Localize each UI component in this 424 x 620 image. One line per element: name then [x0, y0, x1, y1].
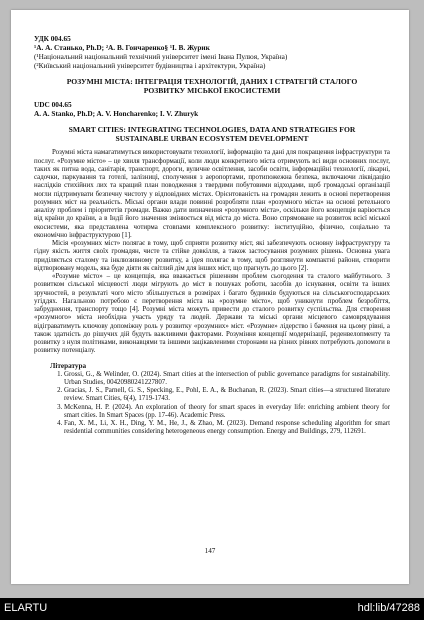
- body-paragraph-1: Розумні міста намагатимуться використовувати технології, інформацію та дані для покращення інфраструктури та послуг. «Розумне місто» – це хвиля трансформації, коли люди конкретного міста отримують всі види основних послуг, таких як питна вода, санітарія, транспорт, дороги, вуличне освітлення, засоби освіти, інформаційні технології, лікарні, садочки, паркування та готелі, залізниці, сполучення з аеропортами, протипожежна безпека, включаючи ліквідацію наслідків стихійних лих та кращий план поводження з твердими побутовими відходами, щоб громадські організації могли підтримувати безпечну чистоту у відповідних містах. Орієнтованість на громадян лежить в основі перетворення розумних міст на реальність. Міські органи влади повинні розробляти план «розумного міста» на основі ретельного аналізу проблем і пріоритетів громади. Важко дати визначення «розумного міста», оскільки його концепція варіюється від країни до країни, а в Індії його значення змінюється від міста до міста. Воно спрямоване на розвиток всієї міської екосистеми, яка представлена чотирма стовпами комплексного розвитку: інституційно, фізично, соціально та економічно інфраструктурою [1].: [34, 149, 390, 239]
- document-page: [11, 10, 409, 584]
- reference-item: 3. McKenna, H. P. (2024). An exploration of theory for smart spaces in everyday life: enriching ambient theory for smart cities. In Smart Spaces (pp. 17-46). Academic Press.: [64, 404, 390, 421]
- repository-footer-bar: [0, 598, 424, 620]
- body-paragraph-2: Місія «розумних міст» полягає в тому, щоб сприяти розвитку міст, які забезпечують основну інфраструктуру та гідну якість життя своїх громадян, чисте та стійке довкілля, а також застосування розумних рішень. Основна увага приділяється сталому та інклюзивному розвитку, а ідея полягає в тому, щоб розглянути компактні райони, створити відтворювану модель, яка буде діяти як світлий дім для інших міст, що прагнуть до цього [2].: [34, 240, 390, 272]
- page-number: 147: [204, 547, 216, 555]
- references-heading: Література: [50, 361, 87, 370]
- title-ua-line1: РОЗУМНІ МІСТА: ІНТЕГРАЦІЯ ТЕХНОЛОГІЙ, ДАНИХ І СТРАТЕГІЙ СТАЛОГО: [66, 76, 358, 86]
- title-ua-line2: РОЗВИТКУ МІСЬКОЇ ЕКОСИСТЕМИ: [143, 85, 281, 95]
- reference-item: 1. Grossi, G., & Welinder, O. (2024). Smart cities at the intersection of public governance paradigms for sustainability. Urban Studies, 00420980241227807.: [64, 371, 390, 388]
- reference-item: 2. Gracias, J. S., Parnell, G. S., Specking, E., Pohl, E. A., & Buchanan, R. (2023). Smart cities—a structured literature review. Smart Cities, 6(4), 1719-1743.: [64, 387, 390, 404]
- handle-id: hdl:lib/47288: [357, 602, 420, 614]
- udc-ua: УДК 004.65: [34, 34, 71, 43]
- page-content: [34, 35, 390, 437]
- title-en-line2: SUSTAINABLE URBAN ECOSYSTEM DEVELOPMENT: [115, 134, 309, 144]
- udc-en: UDC 004.65: [34, 100, 72, 110]
- affiliation-ua-1: (¹Національний національний технічний університет імені Івана Пулюя, Україна): [34, 51, 288, 61]
- reference-item: 4. Fan, X. M., Li, X. H., Ding, Y. M., He, J., & Zhao, M. (2023). Demand response scheduling algorithm for smart residential communities considering heterogeneous energy consumption. Energy and Buildings, 279, 112691.: [64, 420, 390, 437]
- repository-name: ELARTU: [4, 602, 48, 614]
- affiliation-ua-2: (²Київський національний університет будівництва і архітектури, Україна): [34, 60, 266, 70]
- title-en-line1: SMART CITIES: INTEGRATING TECHNOLOGIES, DATA AND STRATEGIES FOR: [68, 124, 356, 134]
- authors-ua: ¹А. А. Станько, Ph.D; ²А. В. Гончаренко§ ¹І. В. Журик: [34, 42, 210, 52]
- references-list: [34, 371, 390, 437]
- authors-en: A. A. Stanko, Ph.D; A. V. Honcharenko; I. V. Zhuryk: [34, 108, 199, 118]
- body-paragraph-3: «Розумне місто» – це концепція, яка вважається рішенням проблем сьогодення та сталого майбутнього. З розвитком сільської місцевості люди мігрують до міст в пошуках роботи, засобів до існування, освіти та інших зручностей, в результаті чого місто збільшується в розмірах і багато будинків будуються на сільськогосподарських угіддях. Нагальною потребою є перетворення міста на «розумне місто», щоб уникнути проблем безробіття, забруднення, транспорту тощо [4]. Розумні міста можуть привести до сталого розвитку суспільства. Для створення «розумного» міста необхідна участь уряду та людей. Держави та міські органи місцевого самоврядування відіграватимуть ключову допоміжну роль у розвитку «розумних» міст. «Розумне» лідерство і бачення на цьому рівні, а також здатність до рішучих дій будуть важливими факторами. Розуміння концепції модернізації, реденвелопменту та розвитку з нуля політиками, виконавцями та іншими зацікавленими сторонами на різних рівнях потребують допомоги в розвитку потенціалу.: [34, 273, 390, 355]
